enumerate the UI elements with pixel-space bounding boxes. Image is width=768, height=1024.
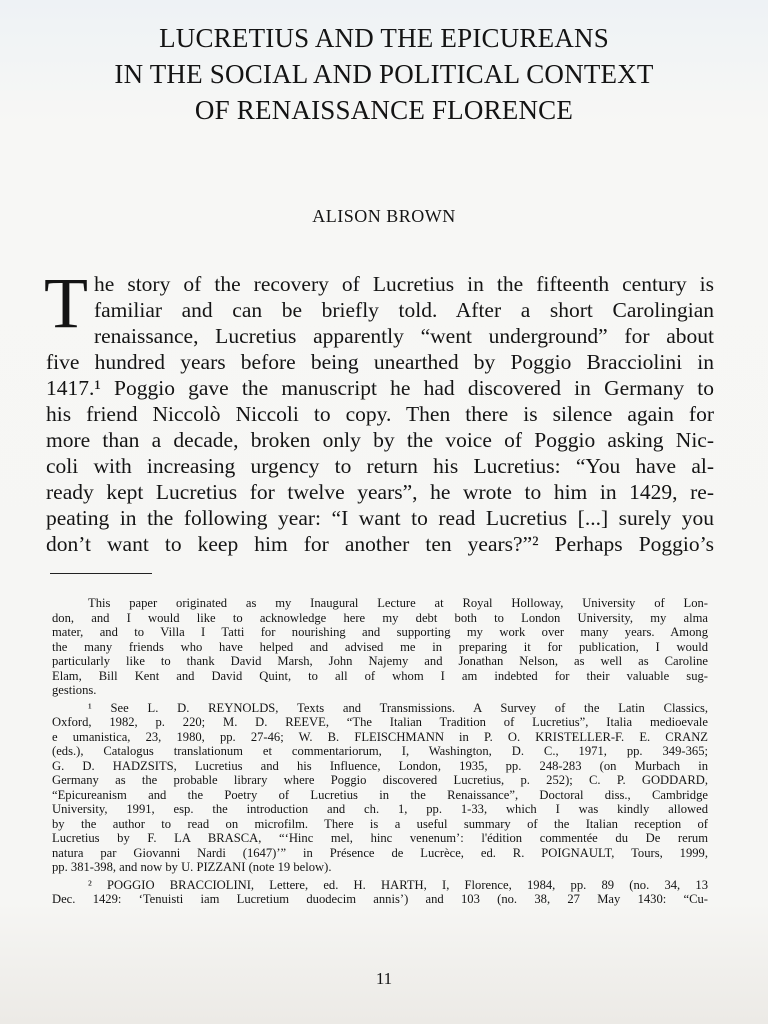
footnote-line: Lucretius by F. LA BRASCA, “‘Hinc mel, hinc venenum’: l'édition commentée du De rerum (52, 831, 708, 845)
body-line: coli with increasing urgency to return his Lucretius: “You have al- (46, 454, 714, 478)
body-line: ready kept Lucretius for twelve years”, he wrote to him in 1429, re- (46, 480, 714, 504)
footnote-2 (52, 878, 708, 907)
footnote-line: Oxford, 1982, p. 220; M. D. REEVE, “The Italian Tradition of Lucretius”, Italia medioevale (52, 715, 708, 729)
footnote-line: “Epicureanism and the Poetry of Lucretius in the Renaissance”, Doctoral diss., Cambridge (52, 787, 708, 802)
footnote-line: This paper originated as my Inaugural Lecture at Royal Holloway, University of Lon- (88, 596, 708, 610)
footnote-line: University, 1991, esp. the introduction and ch. 1, pp. 1-33, which I was kindly allowed (52, 802, 708, 816)
body-line: peating in the following year: “I want to read Lucretius [...] surely you (46, 506, 714, 530)
footnote-line: ² POGGIO BRACCIOLINI, Lettere, ed. H. HARTH, I, Florence, 1984, pp. 89 (no. 34, 13 (88, 877, 708, 892)
title-line: LUCRETIUS AND THE EPICUREANS (159, 23, 609, 53)
footnote-line: (eds.), Catalogus translationum et commentariorum, I, Washington, D. C., 1971, pp. 349-365; (52, 744, 708, 758)
footnote-line: particularly like to thank David Marsh, John Najemy and Jonathan Nelson, as well as Caroline (52, 654, 708, 668)
footnote-line: Germany as the probable library where Poggio discovered Lucretius, p. 252); C. P. GODDARD, (52, 773, 708, 787)
article-title (40, 20, 728, 128)
body-line: don’t want to keep him for another ten years?”² Perhaps Poggio’s (46, 532, 714, 556)
footnote-acknowledgment (52, 596, 708, 698)
footnote-line: Elam, Bill Kent and David Quint, to all of whom I am indebted for their valuable sug- (52, 668, 708, 683)
body-line: he story of the recovery of Lucretius in the fifteenth century is (93, 272, 714, 296)
footnote-line: G. D. HADZSITS, Lucretius and his Influence, London, 1935, pp. 248-283 (on Murbach in (52, 758, 708, 773)
body-line: his friend Niccolò Niccoli to copy. Then there is silence again for (46, 402, 714, 426)
body-line: 1417.¹ Poggio gave the manuscript he had discovered in Germany to (46, 376, 714, 400)
body-line: renaissance, Lucretius apparently “went underground” for about (93, 324, 714, 348)
footnote-line: e umanistica, 23, 1980, pp. 27-46; W. B. FLEISCHMANN in P. O. KRISTELLER-F. E. CRANZ (52, 729, 708, 744)
footnote-line: gestions. (52, 683, 97, 697)
body-paragraph (44, 263, 714, 557)
body-line: familiar and can be briefly told. After a short Carolingian (93, 298, 714, 322)
page-number: 11 (375, 969, 393, 988)
footnote-line: pp. 381-398, and now by U. PIZZANI (note 19 below). (52, 860, 332, 874)
body-line: more than a decade, broken only by the voice of Poggio asking Nic- (46, 428, 714, 452)
footnote-line: by the author to read on microfilm. There is a useful summary of the Italian reception of (52, 816, 708, 831)
footnotes (52, 596, 708, 907)
footnote-line: ¹ See L. D. REYNOLDS, Texts and Transmissions. A Survey of the Latin Classics, (88, 700, 708, 715)
footnote-1 (52, 701, 708, 875)
author-name: ALISON BROWN (312, 206, 456, 226)
footnote-line: Dec. 1429: ‘Tenuisti iam Lucretium duodecim annis’) and 103 (no. 38, 27 May 1430: “Cu- (52, 892, 708, 906)
footnote-line: mater, and to Villa I Tatti for nourishing and supporting my work over many years. Among (52, 625, 708, 639)
footnote-line: don, and I would like to acknowledge here my debt both to London University, my alma (52, 610, 708, 625)
title-line: OF RENAISSANCE FLORENCE (194, 95, 574, 125)
title-line: IN THE SOCIAL AND POLITICAL CONTEXT (114, 59, 654, 89)
footnote-line: natura par Giovanni Nardi (1647)’” in Présence de Lucrèce, ed. R. POIGNAULT, Tours, 1999, (52, 845, 708, 860)
footnote-divider (50, 573, 152, 574)
body-line: five hundred years before being unearthed by Poggio Bracciolini in (46, 350, 714, 374)
footnote-line: the many friends who have helped and advised me in preparing it for publication, I would (52, 639, 708, 654)
drop-cap: T (44, 263, 88, 343)
